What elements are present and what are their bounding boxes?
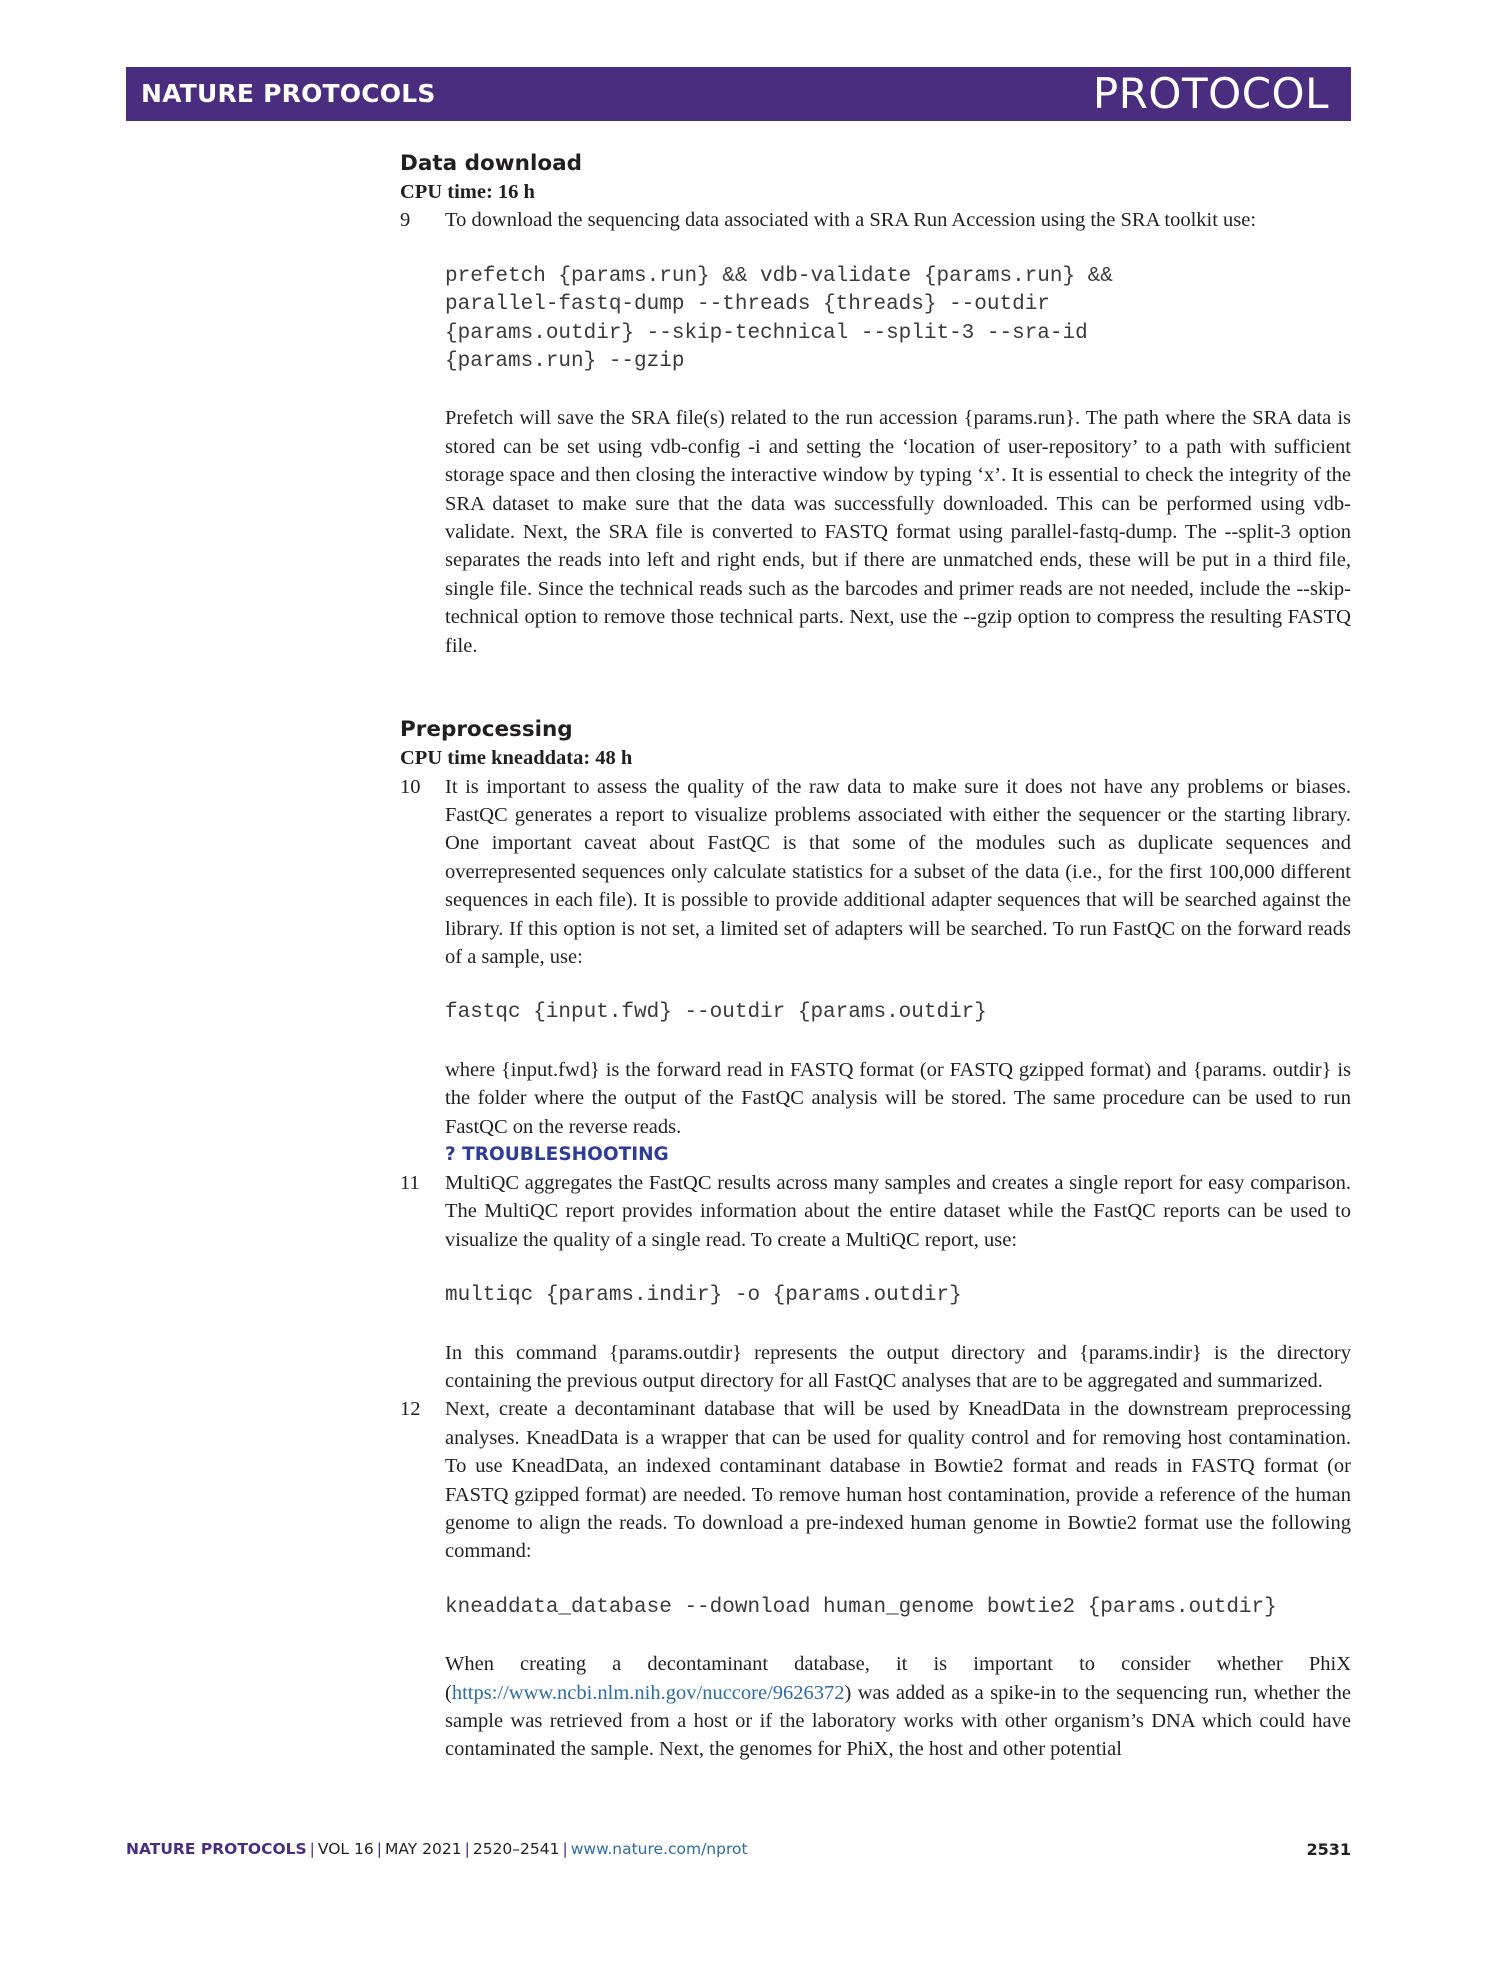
preprocessing-cpu-time: CPU time kneaddata: 48 h — [400, 747, 633, 770]
step-explanation: where {input.fwd} is the forward read in FASTQ format (or FASTQ gzipped format) and {params. outdir} is the folder where the output of the FastQC analysis will be stored. The same procedure can be used to run FastQC on the reverse reads. — [445, 1058, 1351, 1138]
step-explanation: Prefetch will save the SRA file(s) related to the run accession {params.run}. The path where the SRA data is stored can be set using vdb-config -i and setting the ‘location of user-repository’ to a path with sufficient storage space and then closing the interactive window by typing ‘x’. It is essential to check the integrity of the SRA dataset to make sure that the data was successfully downloaded. This can be performed using vdb-validate. Next, the SRA file is converted to FASTQ format using parallel-fastq-dump. The --split-3 option separates the reads into left and right ends, but if there are unmatched ends, these will be put in a third file, single file. Since the technical reads such as the barcodes and primer reads are not needed, include the --skip-technical option to remove those technical parts. Next, use the --gzip option to compress the resulting FASTQ file. — [445, 407, 1351, 657]
step-9 — [400, 206, 1351, 234]
step-text: MultiQC aggregates the FastQC results across many samples and creates a single report for easy comparison. The MultiQC report provides information about the entire dataset while the FastQC reports can be used to visualize the quality of a single read. To create a MultiQC report, use: — [445, 1171, 1351, 1251]
footer-separator: | — [376, 1840, 382, 1858]
article-body — [400, 150, 1351, 1764]
step-number: 11 — [400, 1171, 420, 1194]
journal-name: NATURE PROTOCOLS — [141, 79, 436, 108]
footer-pages: 2520–2541 — [472, 1840, 560, 1858]
step-number: 9 — [400, 209, 411, 232]
step-number: 10 — [400, 775, 421, 798]
troubleshooting-link[interactable]: ? TROUBLESHOOTING — [445, 1143, 669, 1165]
data-download-cpu-time: CPU time: 16 h — [400, 181, 535, 203]
explanation-text: ) was added as a spike-in to the sequencing run, whether the sample was retrieved from a host or if the laboratory works with other organism’s DNA which could have contaminated the sample. Next, the genomes for PhiX, the host and other potential — [445, 1681, 1351, 1761]
footer-separator: | — [562, 1840, 568, 1858]
footer-separator: | — [464, 1840, 470, 1858]
step-text: Next, create a decontaminant database that will be used by KneadData in the downstream preprocessing analyses. KneadData is a wrapper that can be used for quality control and for removing host contamination. To use KneadData, an indexed contaminant database in Bowtie2 format and reads in FASTQ format (or FASTQ gzipped format) are needed. To remove human host contamination, provide a reference of the human genome to align the reads. To download a pre-indexed human genome in Bowtie2 format use the following command: — [445, 1398, 1351, 1563]
data-download-heading: Data download — [400, 151, 582, 176]
step-explanation: In this command {params.outdir} represents the output directory and {params.indir} is the directory containing the previous output directory for all FastQC analyses that are to be aggregated and summarized. — [445, 1341, 1351, 1392]
code-block: kneaddata_database --download human_genome bowtie2 {params.outdir} — [445, 1595, 1277, 1619]
explanation-text: When creating a decontaminant database, it is important to consider whether PhiX ( — [445, 1653, 1351, 1704]
step-text: It is important to assess the quality of the raw data to make sure it does not have any problems or biases. FastQC generates a report to visualize problems associated with either the sequencer or the starting library. One important caveat about FastQC is that some of the modules such as duplicate sequences and overrepresented sequences only calculate statistics for a subset of the data (i.e., for the first 100,000 different sequences in each file). It is possible to provide additional adapter sequences that will be searched against the library. If this option is not set, a limited set of adapters will be searched. To run FastQC on the forward reads of a sample, use: — [445, 775, 1351, 968]
code-block: prefetch {params.run} && vdb-validate {params.run} && parallel-fastq-dump --threads {threads} --outdir {params.outdir} --skip-technical --split-3 --sra-id {params.run} --gzip — [445, 264, 1113, 374]
code-block: multiqc {params.indir} -o {params.outdir} — [445, 1284, 962, 1308]
footer-separator: | — [309, 1840, 315, 1858]
footer — [126, 1840, 1351, 1864]
step-10 — [400, 773, 1351, 972]
phix-link[interactable]: https://www.ncbi.nlm.nih.gov/nuccore/9626372 — [451, 1681, 845, 1704]
section-label: PROTOCOL — [1092, 69, 1329, 118]
footer-volume: VOL 16 — [317, 1840, 374, 1858]
footer-date: MAY 2021 — [384, 1840, 462, 1858]
step-12 — [400, 1395, 1351, 1565]
page-number: 2531 — [1306, 1840, 1351, 1859]
footer-journal: NATURE PROTOCOLS — [126, 1840, 307, 1858]
footer-url[interactable]: www.nature.com/nprot — [570, 1840, 748, 1858]
step-text: To download the sequencing data associated with a SRA Run Accession using the SRA toolkit use: — [445, 209, 1257, 232]
preprocessing-heading: Preprocessing — [400, 717, 573, 743]
code-block: fastqc {input.fwd} --outdir {params.outdir} — [445, 1001, 987, 1025]
step-11 — [400, 1169, 1351, 1254]
step-explanation — [445, 1650, 1351, 1764]
header-bar — [126, 67, 1351, 121]
step-number: 12 — [400, 1398, 421, 1421]
